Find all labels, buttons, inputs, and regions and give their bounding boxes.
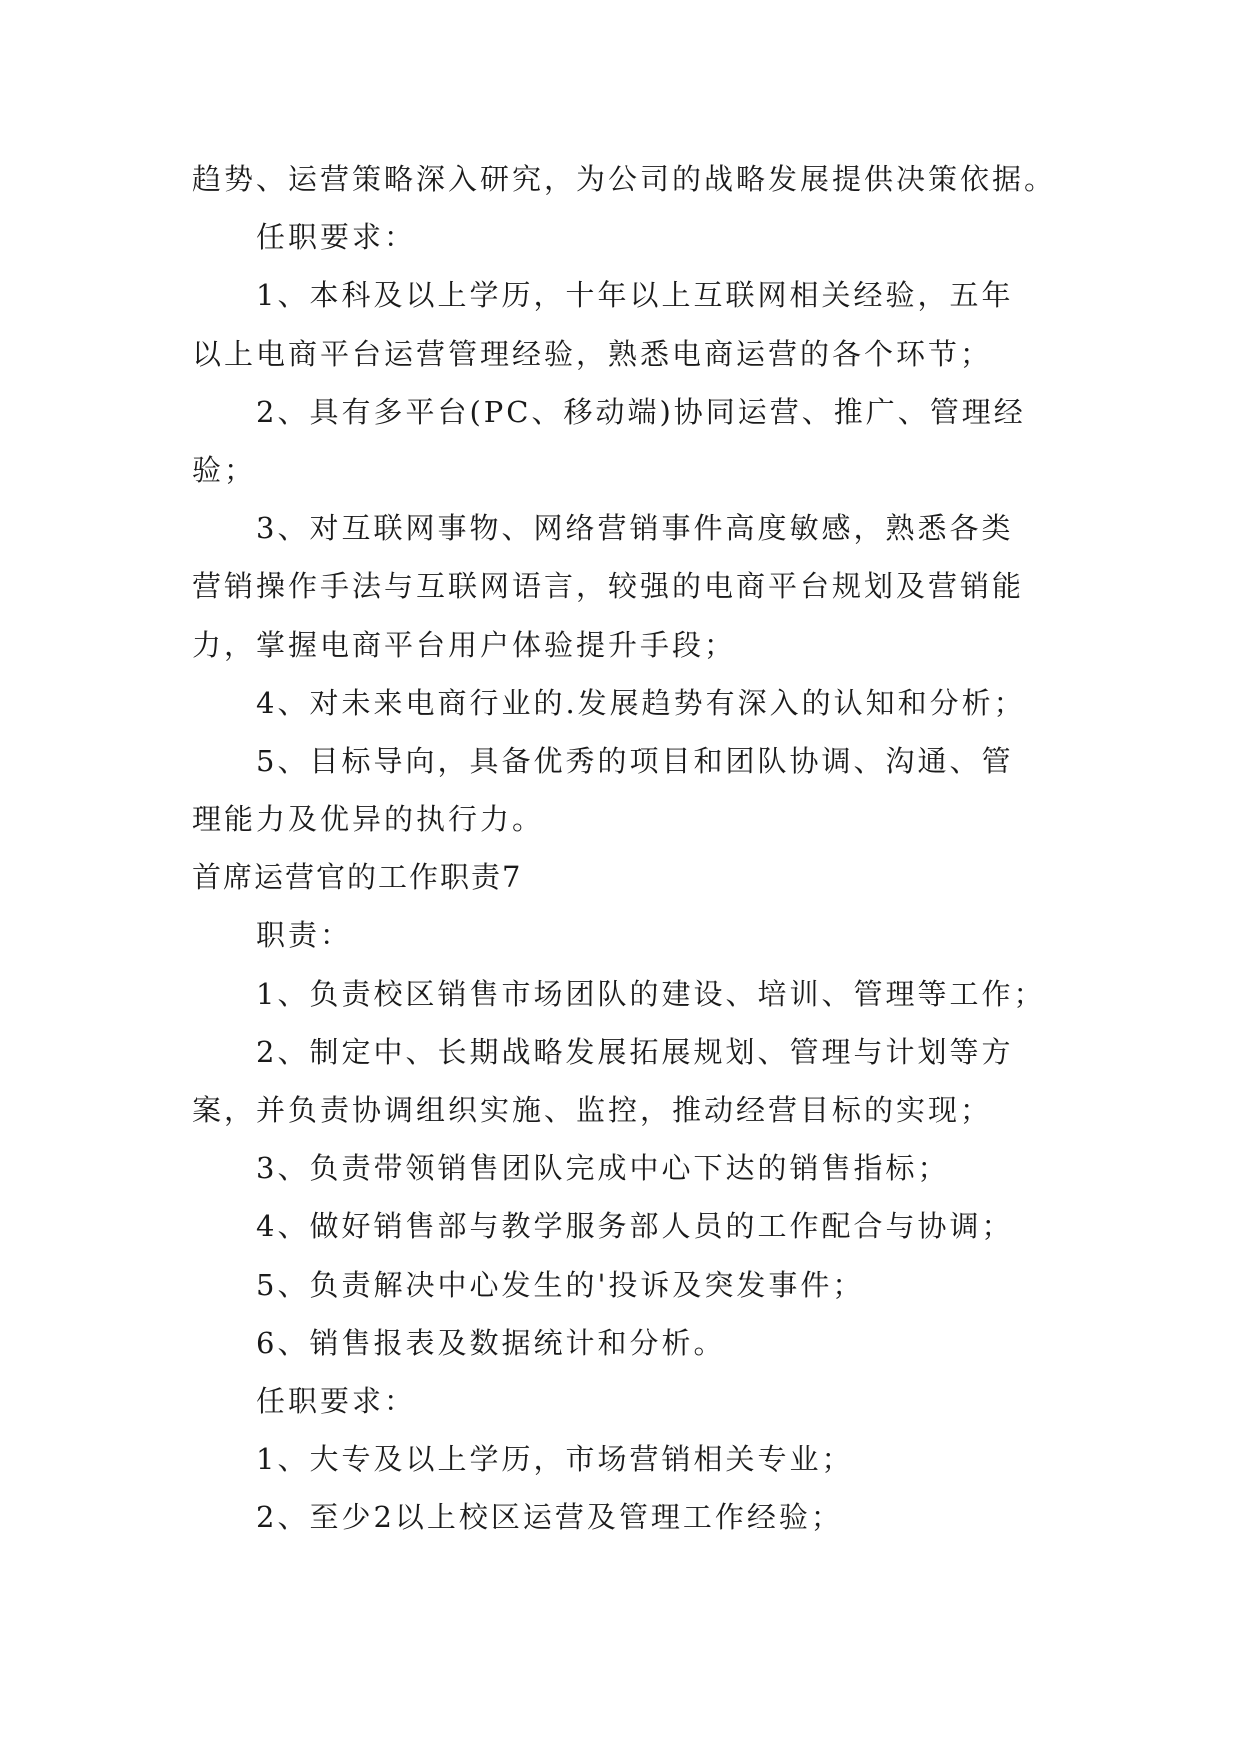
text-line: 2、具有多平台(PC、移动端)协同运营、推广、管理经	[256, 394, 1026, 429]
text-line: 4、做好销售部与教学服务部人员的工作配合与协调；	[256, 1209, 1014, 1244]
text-line: 6、销售报表及数据统计和分析。	[256, 1325, 726, 1360]
text-line: 验；	[192, 452, 257, 487]
text-line: 以上电商平台运营管理经验，熟悉电商运营的各个环节；	[192, 336, 993, 371]
text-line: 4、对未来电商行业的.发展趋势有深入的认知和分析；	[256, 685, 1026, 720]
text-line: 理能力及优异的执行力。	[192, 802, 545, 837]
text-line: 营销操作手法与互联网语言，较强的电商平台规划及营销能	[192, 569, 1025, 604]
text-line: 2、制定中、长期战略发展拓展规划、管理与计划等方	[256, 1034, 1014, 1069]
text-line: 案，并负责协调组织实施、监控，推动经营目标的实现；	[192, 1093, 993, 1127]
text-line: 5、负责解决中心发生的'投诉及突发事件；	[256, 1267, 865, 1302]
text-line: 1、本科及以上学历，十年以上互联网相关经验，五年	[256, 278, 1014, 313]
section-heading: 首席运营官的工作职责7	[192, 860, 523, 895]
text-line: 力，掌握电商平台用户体验提升手段；	[192, 627, 737, 662]
text-line: 3、对互联网事物、网络营销事件高度敏感，熟悉各类	[256, 511, 1014, 546]
document-body	[192, 150, 1072, 1547]
text-line: 3、负责带领销售团队完成中心下达的销售指标；	[256, 1151, 950, 1186]
text-line: 1、负责校区销售市场团队的建设、培训、管理等工作；	[256, 976, 1046, 1011]
text-line: 趋势、运营策略深入研究，为公司的战略发展提供决策依据。	[192, 162, 1057, 196]
text-line: 5、目标导向，具备优秀的项目和团队协调、沟通、管	[256, 743, 1014, 778]
text-line: 1、大专及以上学历，市场营销相关专业；	[256, 1442, 854, 1477]
text-line: 2、至少2以上校区运营及管理工作经验；	[256, 1500, 843, 1535]
text-line: 职责：	[256, 918, 353, 953]
text-line: 任职要求：	[256, 220, 417, 255]
text-line: 任职要求：	[256, 1383, 417, 1418]
